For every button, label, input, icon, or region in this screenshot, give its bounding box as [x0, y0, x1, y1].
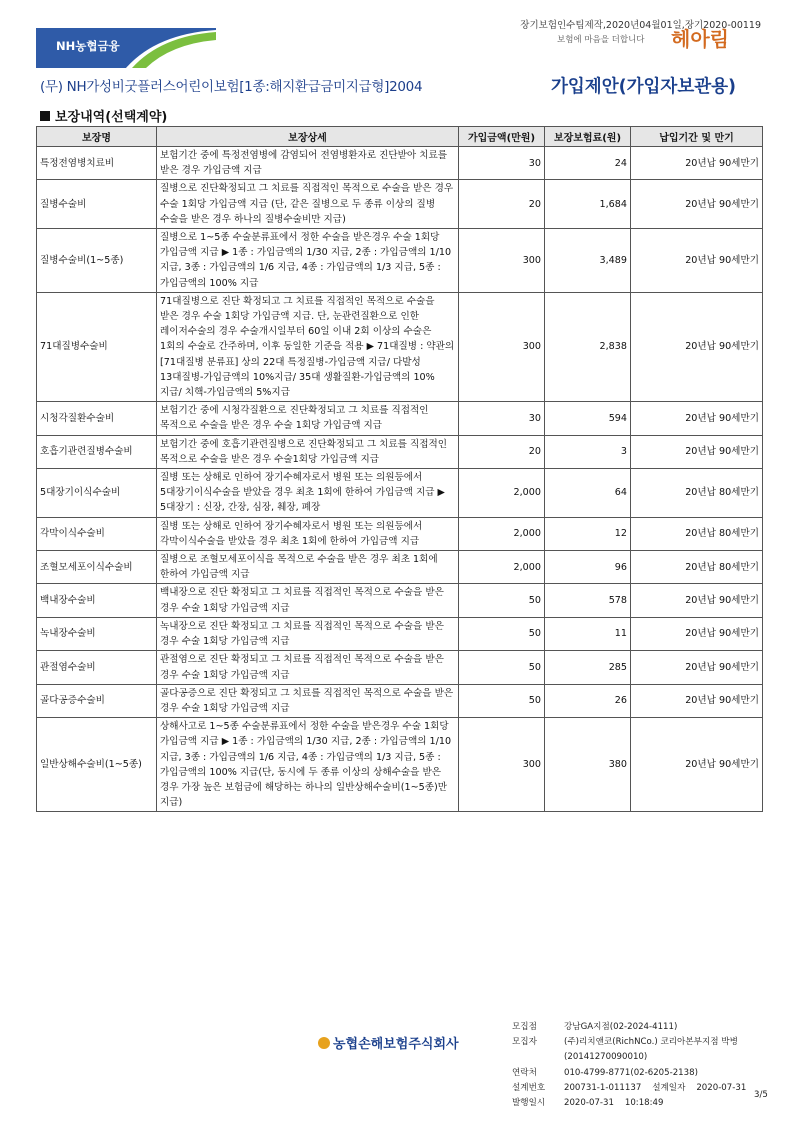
col-header-detail: 보장상세	[157, 127, 459, 147]
coverage-detail: 보험기간 중에 시청각질환으로 진단확정되고 그 치료를 직접적인 목적으로 수술을 받은 경우 수술 1회당 가입금액 지급	[157, 402, 459, 435]
coverage-term: 20년납 80세만기	[631, 469, 763, 518]
coverage-amount: 50	[459, 617, 545, 650]
coverage-name: 백내장수술비	[37, 584, 157, 617]
footer-info-row	[512, 1096, 746, 1111]
coverage-premium: 578	[545, 584, 631, 617]
table-row	[37, 584, 763, 617]
footer-value: 010-4799-8771(02-6205-2138)	[564, 1067, 698, 1078]
coverage-term: 20년납 90세만기	[631, 718, 763, 812]
table-row	[37, 147, 763, 180]
square-bullet-icon	[40, 111, 50, 121]
coverage-premium: 380	[545, 718, 631, 812]
table-row	[37, 402, 763, 435]
table-row	[37, 718, 763, 812]
coverage-premium: 594	[545, 402, 631, 435]
footer-info-row	[512, 1081, 746, 1096]
coverage-name: 시청각질환수술비	[37, 402, 157, 435]
footer-label: 모집점	[512, 1022, 537, 1032]
col-header-name: 보장명	[37, 127, 157, 147]
coverage-name: 관절염수술비	[37, 651, 157, 684]
coverage-detail: 보험기간 중에 특정전염병에 감염되어 전염병환자로 진단받아 치료를 받은 경우 가입금액 지급	[157, 147, 459, 180]
section-title-text: 보장내역(선택계약)	[55, 110, 168, 125]
section-title	[40, 106, 167, 125]
coverage-premium: 3	[545, 435, 631, 468]
coverage-name: 조혈모세포이식수술비	[37, 551, 157, 584]
footer-info	[512, 1020, 746, 1111]
coverage-amount: 50	[459, 651, 545, 684]
footer-label: 모집자	[512, 1037, 537, 1048]
coverage-amount: 300	[459, 718, 545, 812]
coverage-term: 20년납 90세만기	[631, 402, 763, 435]
coverage-table	[36, 126, 763, 812]
coverage-premium: 24	[545, 147, 631, 180]
coverage-amount: 50	[459, 684, 545, 717]
footer-label: 연락처	[512, 1067, 537, 1078]
coverage-premium: 1,684	[545, 180, 631, 229]
table-row	[37, 435, 763, 468]
coverage-name: 호흡기관련질병수술비	[37, 435, 157, 468]
coverage-premium: 12	[545, 517, 631, 550]
document-id-line: 장기보험인수팀제작,2020년04월01일,장기2020-00119	[520, 20, 761, 31]
coverage-premium: 96	[545, 551, 631, 584]
coverage-detail: 백내장으로 진단 확정되고 그 치료를 직접적인 목적으로 수술을 받은 경우 수술 1회당 가입금액 지급	[157, 584, 459, 617]
page-number: 3/5	[754, 1090, 768, 1100]
coverage-detail: 상해사고로 1~5종 수술분류표에서 정한 수술을 받은경우 수술 1회당 가입금액 지급 ▶ 1종 : 가입금액의 1/30 지급, 2종 : 가입금액의 1/10 지급, 3종 : 가입금액의 1/6 지급, 4종 : 가입금액의 1/3 지급, 5종 : 가입금액의 100% 지급(단, 동시에 두 종류 이상의 상해수술을 받은 경우 가장 높은 보험금에 해당하는 하나의 일반상해수술비(1~5종)만 지급)	[157, 718, 459, 812]
company-name: 농협손해보험주식회사	[333, 1037, 459, 1052]
col-header-premium: 보장보험료(원)	[545, 127, 631, 147]
coverage-name: 질병수술비(1~5종)	[37, 229, 157, 293]
footer-info-row	[512, 1066, 746, 1081]
footer-value: (주)리치앤코(RichNCo.) 코리아본부지점 박병	[564, 1037, 738, 1048]
footer-value: 강남GA지점(02-2024-4111)	[564, 1022, 678, 1032]
coverage-premium: 26	[545, 684, 631, 717]
table-row	[37, 651, 763, 684]
coverage-amount: 20	[459, 180, 545, 229]
coverage-amount: 20	[459, 435, 545, 468]
coverage-amount: 30	[459, 147, 545, 180]
coverage-amount: 2,000	[459, 551, 545, 584]
coverage-detail: 질병으로 1~5종 수술분류표에서 정한 수술을 받은경우 수술 1회당 가입금액 지급 ▶ 1종 : 가입금액의 1/30 지급, 2종 : 가입금액의 1/10 지급, 3종 : 가입금액의 1/6 지급, 4종 : 가입금액의 1/3 지급, 5종 : 가입금액의 100% 지급	[157, 229, 459, 293]
table-row	[37, 684, 763, 717]
nh-logo	[36, 28, 216, 68]
coverage-amount: 2,000	[459, 469, 545, 518]
coverage-term: 20년납 90세만기	[631, 229, 763, 293]
coverage-amount: 50	[459, 584, 545, 617]
coverage-detail: 71대질병으로 진단 확정되고 그 치료를 직접적인 목적으로 수술을 받은 경우 수술 1회당 가입금액 지급. 단, 눈관련질환으로 인한 레이저수술의 경우 수술개시일부터 60일 이내 2회 이상의 수술은 1회의 수술로 간주하며, 이후 동일한 기준을 적용 ▶ 71대질병 : 약관의 [71대질병 분류표] 상의 22대 특정질병-가입금액 지급/ 다발성 13대질병-가입금액의 10%지급/ 35대 생활질환-가입금액의 10%지급/ 치핵-가입금액의 5%지급	[157, 292, 459, 401]
coverage-name: 각막이식수술비	[37, 517, 157, 550]
coverage-amount: 2,000	[459, 517, 545, 550]
coverage-premium: 2,838	[545, 292, 631, 401]
coverage-detail: 질병 또는 상해로 인하여 장기수혜자로서 병원 또는 의원등에서 각막이식수술을 받았을 경우 최초 1회에 한하여 가입금액 지급	[157, 517, 459, 550]
col-header-term: 납입기간 및 만기	[631, 127, 763, 147]
table-row	[37, 229, 763, 293]
coverage-premium: 64	[545, 469, 631, 518]
coverage-term: 20년납 90세만기	[631, 435, 763, 468]
coverage-term: 20년납 90세만기	[631, 584, 763, 617]
coverage-amount: 300	[459, 292, 545, 401]
footer-value: 2020-07-31 10:18:49	[564, 1098, 664, 1109]
coverage-premium: 285	[545, 651, 631, 684]
coverage-detail: 질병 또는 상해로 인하여 장기수혜자로서 병원 또는 의원등에서 5대장기이식수술을 받았을 경우 최초 1회에 한하여 가입금액 지급 ▶ 5대장기 : 신장, 간장, 심장, 췌장, 폐장	[157, 469, 459, 518]
logo-text: NH농협금융	[56, 39, 120, 53]
table-row	[37, 292, 763, 401]
coverage-detail: 질병으로 조혈모세포이식을 목적으로 수술을 받은 경우 최초 1회에 한하여 가입금액 지급	[157, 551, 459, 584]
coverage-name: 특정전염병치료비	[37, 147, 157, 180]
coverage-name: 71대질병수술비	[37, 292, 157, 401]
footer-info-row	[512, 1035, 746, 1050]
footer-value: (20141270090010)	[564, 1052, 648, 1063]
coverage-amount: 300	[459, 229, 545, 293]
coverage-detail: 관절염으로 진단 확정되고 그 치료를 직접적인 목적으로 수술을 받은 경우 수술 1회당 가입금액 지급	[157, 651, 459, 684]
coverage-premium: 11	[545, 617, 631, 650]
coverage-term: 20년납 90세만기	[631, 180, 763, 229]
company-logo	[318, 1033, 459, 1052]
coverage-premium: 3,489	[545, 229, 631, 293]
product-name: (무) NH가성비굿플러스어린이보험[1종:해지환급금미지급형]2004	[40, 79, 423, 95]
company-mark-icon	[318, 1037, 330, 1049]
table-row	[37, 617, 763, 650]
coverage-detail: 골다공증으로 진단 확정되고 그 치료를 직접적인 목적으로 수술을 받은 경우 수술 1회당 가입금액 지급	[157, 684, 459, 717]
coverage-name: 5대장기이식수술비	[37, 469, 157, 518]
coverage-term: 20년납 90세만기	[631, 292, 763, 401]
coverage-name: 골다공증수술비	[37, 684, 157, 717]
coverage-name: 질병수술비	[37, 180, 157, 229]
coverage-term: 20년납 80세만기	[631, 517, 763, 550]
footer-label: 설계번호	[512, 1082, 546, 1093]
table-row	[37, 517, 763, 550]
coverage-name: 녹내장수술비	[37, 617, 157, 650]
table-row	[37, 469, 763, 518]
coverage-name: 일반상해수술비(1~5종)	[37, 718, 157, 812]
table-header-row	[37, 127, 763, 147]
brand-logo: 헤아림	[671, 27, 729, 51]
document-title: 가입제안(가입자보관용)	[551, 77, 737, 97]
footer-label: 발행일시	[512, 1098, 546, 1109]
coverage-amount: 30	[459, 402, 545, 435]
slogan: 보험에 마음을 더합니다	[557, 35, 645, 45]
coverage-term: 20년납 80세만기	[631, 551, 763, 584]
coverage-term: 20년납 90세만기	[631, 617, 763, 650]
table-row	[37, 551, 763, 584]
coverage-term: 20년납 90세만기	[631, 684, 763, 717]
col-header-amount: 가입금액(만원)	[459, 127, 545, 147]
table-row	[37, 180, 763, 229]
coverage-detail: 녹내장으로 진단 확정되고 그 치료를 직접적인 목적으로 수술을 받은 경우 수술 1회당 가입금액 지급	[157, 617, 459, 650]
coverage-term: 20년납 90세만기	[631, 651, 763, 684]
footer-info-row	[512, 1020, 746, 1035]
footer-value: 200731-1-011137 설계일자 2020-07-31	[564, 1082, 747, 1093]
coverage-detail: 질병으로 진단확정되고 그 치료를 직접적인 목적으로 수술을 받은 경우 수술 1회당 가입금액 지급 (단, 같은 질병으로 두 종류 이상의 질병 수술을 받은 경우 하나의 질병수술비만 지급)	[157, 180, 459, 229]
footer-info-row	[512, 1050, 746, 1065]
coverage-term: 20년납 90세만기	[631, 147, 763, 180]
coverage-detail: 보험기간 중에 호흡기관련질병으로 진단확정되고 그 치료를 직접적인 목적으로 수술을 받은 경우 수술1회당 가입금액 지급	[157, 435, 459, 468]
